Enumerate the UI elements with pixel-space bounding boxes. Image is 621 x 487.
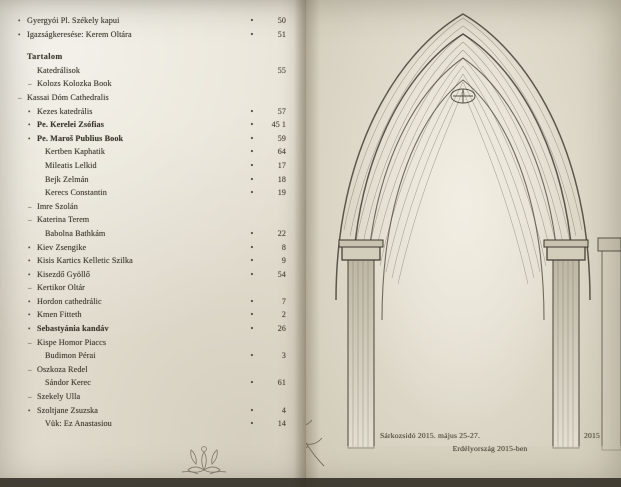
leader-space <box>92 113 244 114</box>
list-item <box>18 134 286 148</box>
list-item-title: Imre Szolán <box>37 201 78 211</box>
list-item <box>18 52 286 66</box>
list-item-marker: • <box>250 16 254 25</box>
list-item <box>18 66 286 80</box>
list-item-title: Katedrálisok <box>37 65 81 75</box>
page-gutter-shadow <box>294 0 306 487</box>
list-item <box>18 406 286 420</box>
list-item <box>18 188 286 202</box>
list-item-page-number: 7 <box>281 296 286 306</box>
leader-space <box>78 208 244 209</box>
list-item <box>18 283 286 297</box>
list-item-title: Kiev Zsengike <box>37 242 87 252</box>
list-item-title: Babolna Bathkám <box>45 228 106 238</box>
leader-space <box>133 262 244 263</box>
leader-space <box>90 276 244 277</box>
list-bullet-icon: • <box>28 297 31 306</box>
list-item-title: Kertben Kaphatik <box>45 147 106 157</box>
list-bullet-icon: – <box>28 284 32 293</box>
list-item-marker: • <box>250 228 254 238</box>
list-item-marker: • <box>250 29 254 39</box>
list-item-title: Pe. Maroš Publius Book <box>37 133 124 143</box>
list-item-title: Pe. Kerelei Zsófias <box>37 120 105 130</box>
list-bullet-icon: • <box>18 30 21 39</box>
list-item-title: Kezes katedrális <box>37 106 93 116</box>
list-item-page-number: 14 <box>277 419 286 429</box>
leader-space <box>109 99 244 100</box>
list-bullet-icon: • <box>28 257 31 266</box>
list-bullet-icon: • <box>28 107 31 116</box>
list-item <box>18 351 286 365</box>
list-item-title: Katerina Terem <box>37 215 90 225</box>
list-bullet-icon: – <box>28 393 32 402</box>
list-item <box>18 215 286 229</box>
leader-space <box>98 412 244 413</box>
list-item-title: Kispe Homor Piaccs <box>37 337 107 347</box>
list-item-title: Sándor Kerec <box>45 378 91 388</box>
leader-space <box>132 36 244 37</box>
leader-space <box>85 289 244 290</box>
list-item <box>18 365 286 379</box>
illustration-caption-line-2: Erdélyország 2015-ben <box>452 444 528 453</box>
list-item-marker: • <box>250 419 254 429</box>
list-item-title: Sebastyánia kandáv <box>37 324 109 334</box>
leader-space <box>80 398 244 399</box>
list-item-page-number: 57 <box>277 106 286 116</box>
illustration-caption-line-1 <box>380 431 600 440</box>
list-bullet-icon: • <box>28 243 31 252</box>
list-item <box>18 30 286 44</box>
list-bullet-icon: – <box>28 338 32 347</box>
leader-space <box>102 303 244 304</box>
list-item-page-number: 17 <box>277 160 286 170</box>
list-item-marker: • <box>250 405 254 415</box>
list-item <box>18 419 286 433</box>
leader-space <box>82 316 244 317</box>
list-item <box>18 16 286 30</box>
list-bullet-icon: – <box>28 202 32 211</box>
list-item <box>18 175 286 189</box>
scan-bottom-edge <box>0 478 621 487</box>
list-spacer <box>18 43 286 52</box>
list-item-marker: • <box>250 296 254 306</box>
leader-space <box>109 330 244 331</box>
leader-space <box>97 167 244 168</box>
list-item <box>18 378 286 392</box>
list-bullet-icon: – <box>28 365 32 374</box>
list-item <box>18 270 286 284</box>
list-bullet-icon: • <box>28 134 31 143</box>
list-item <box>18 93 286 107</box>
caption-event-date: Sárkozsidó 2015. május 25-27. <box>380 431 481 440</box>
list-item <box>18 243 286 257</box>
list-item <box>18 324 286 338</box>
list-bullet-icon: • <box>28 270 31 279</box>
list-item-page-number: 55 <box>277 65 286 75</box>
right-page-gutter-shadow <box>306 0 320 487</box>
list-item-title: Kertikor Oltár <box>37 283 86 293</box>
list-item-page-number: 3 <box>281 351 286 361</box>
leader-space <box>112 425 244 426</box>
list-item-marker: • <box>250 378 254 388</box>
list-item-title: Kassai Dóm Cathedralis <box>27 92 109 102</box>
list-item-title: Gyergyói Pl. Székely kapui <box>27 16 120 25</box>
list-item-title: Vük: Ez Anastasiou <box>45 419 112 429</box>
right-page <box>306 0 621 487</box>
list-item-title: Kmen Fitteth <box>37 310 82 320</box>
list-item-page-number: 8 <box>281 242 286 252</box>
list-item-title: Igazságkeresése: Kerem Oltára <box>27 29 132 39</box>
list-item <box>18 392 286 406</box>
list-item-page-number: 9 <box>281 256 286 266</box>
leader-space <box>104 126 244 127</box>
list-bullet-icon: • <box>18 17 21 25</box>
list-item-page-number: 64 <box>277 147 286 157</box>
list-item-marker: • <box>250 310 254 320</box>
list-item-marker: • <box>250 160 254 170</box>
list-item-page-number: 45 1 <box>271 120 286 130</box>
leader-space <box>89 221 244 222</box>
list-item-title: Tartalom <box>27 52 63 62</box>
list-item-marker: • <box>250 351 254 361</box>
leader-space <box>88 371 244 372</box>
list-item-title: Budimon Pérai <box>45 351 96 361</box>
table-of-contents <box>18 16 286 433</box>
leader-space <box>96 357 244 358</box>
list-item-marker: • <box>250 188 254 198</box>
list-item-marker: • <box>250 242 254 252</box>
caption-year: 2015 <box>584 431 600 440</box>
list-item-page-number: 51 <box>277 29 286 39</box>
list-item-page-number: 61 <box>277 378 286 388</box>
list-bullet-icon: • <box>28 325 31 334</box>
list-item-marker: • <box>250 174 254 184</box>
leader-space <box>105 235 244 236</box>
list-item <box>18 202 286 216</box>
list-item-page-number: 54 <box>277 269 286 279</box>
leader-space <box>105 153 244 154</box>
leader-space <box>86 249 244 250</box>
list-item-page-number: 59 <box>277 133 286 143</box>
list-item-page-number: 50 <box>277 16 286 25</box>
list-item-title: Mileatis Lelkid <box>45 160 97 170</box>
list-item-title: Hordon cathedrálic <box>37 296 102 306</box>
left-page <box>0 0 306 487</box>
list-item-page-number: 18 <box>277 174 286 184</box>
list-bullet-icon: • <box>28 406 31 415</box>
list-item-page-number: 22 <box>277 228 286 238</box>
list-item-marker: • <box>250 256 254 266</box>
list-item-title: Oszkoza Redel <box>37 364 88 374</box>
list-item-title: Bejk Zelmán <box>45 174 89 184</box>
leader-space <box>89 181 244 182</box>
leader-space <box>120 22 245 23</box>
list-item-page-number: 4 <box>281 405 286 415</box>
list-bullet-icon: – <box>18 93 22 102</box>
list-item <box>18 147 286 161</box>
list-item <box>18 256 286 270</box>
list-item-title: Szekely Ulla <box>37 392 81 402</box>
list-item-title: Szoltjane Zsuzska <box>37 405 99 415</box>
list-item-page-number: 19 <box>277 188 286 198</box>
list-item-marker: • <box>250 324 254 334</box>
list-item-marker: • <box>250 269 254 279</box>
list-item <box>18 107 286 121</box>
list-item <box>18 120 286 134</box>
list-item <box>18 338 286 352</box>
leader-space <box>123 140 244 141</box>
list-item <box>18 297 286 311</box>
leader-space <box>106 344 244 345</box>
list-item-marker: • <box>250 120 254 130</box>
leader-space <box>107 194 244 195</box>
leader-space <box>91 384 244 385</box>
list-bullet-icon: • <box>28 121 31 130</box>
list-item-page-number: 26 <box>277 324 286 334</box>
list-item-title: Kisezdő Gyöllő <box>37 269 91 279</box>
list-item-title: Kerecs Constantin <box>45 188 107 198</box>
list-item-title: Kolozs Kolozka Book <box>37 79 112 89</box>
floral-ornament-icon <box>174 430 234 476</box>
leader-space <box>80 72 244 73</box>
list-item-page-number: 2 <box>281 310 286 320</box>
list-item-marker: • <box>250 133 254 143</box>
leader-space <box>112 85 244 86</box>
list-item <box>18 161 286 175</box>
list-bullet-icon: – <box>28 216 32 225</box>
list-item <box>18 229 286 243</box>
list-item-marker: • <box>250 147 254 157</box>
list-item <box>18 79 286 93</box>
list-bullet-icon: – <box>28 80 32 89</box>
list-bullet-icon: • <box>28 311 31 320</box>
list-item-marker: • <box>250 106 254 116</box>
leader-space <box>63 58 244 59</box>
list-item <box>18 310 286 324</box>
list-item-title: Kisis Kartics Kelletic Szilka <box>37 256 133 266</box>
